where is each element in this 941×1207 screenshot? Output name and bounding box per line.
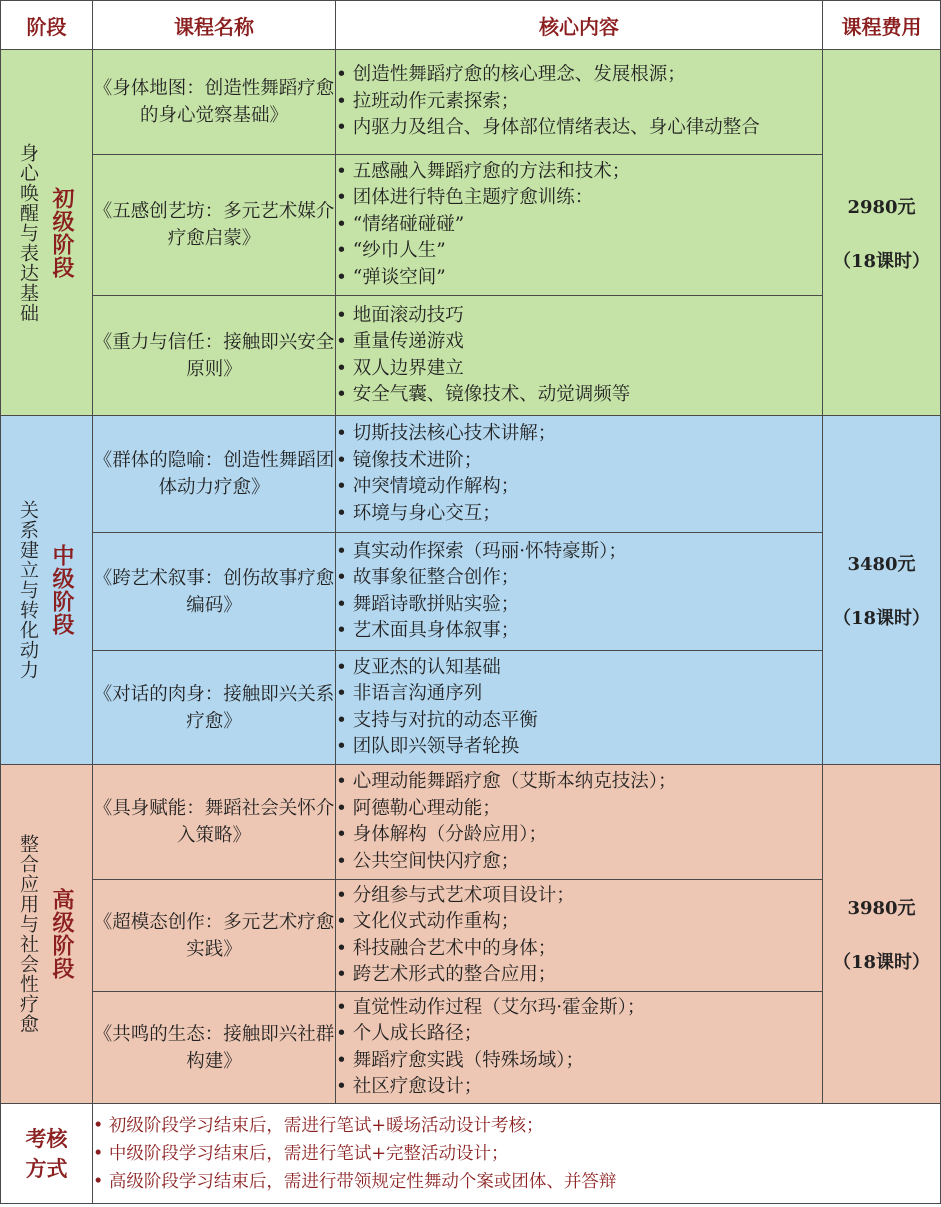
content-item: • 重量传递游戏 bbox=[336, 329, 822, 356]
content-item: • 直觉性动作过程（艾尔玛·霍金斯）； bbox=[336, 995, 822, 1022]
stage-3-row-2 bbox=[1, 880, 941, 992]
stage-1-theme: 身心唤醒与表达基础 bbox=[17, 142, 39, 323]
course-3-2-content bbox=[336, 880, 823, 992]
course-3-3-name: 《共鸣的生态：接触即兴社群构建》 bbox=[93, 992, 336, 1104]
content-item: • 冲突情境动作解构； bbox=[336, 474, 822, 501]
content-item: • “弹谈空间” bbox=[336, 265, 822, 292]
content-item: • 支持与对抗的动态平衡 bbox=[336, 708, 822, 735]
content-item: • 非语言沟通序列 bbox=[336, 681, 822, 708]
stage-2-row-1 bbox=[1, 416, 941, 533]
assessment-label-line-1: 考核 bbox=[25, 1125, 68, 1151]
stage-1-row-3 bbox=[1, 296, 941, 416]
stage-2-row-2 bbox=[1, 533, 941, 651]
content-item: • 个人成长路径； bbox=[336, 1021, 822, 1048]
stage-2-fee: 3480元 bbox=[847, 554, 916, 575]
content-item: • 故事象征整合创作； bbox=[336, 565, 822, 592]
stage-1-fee: 2980元 bbox=[847, 196, 916, 218]
stage-3-fee-cell bbox=[823, 765, 941, 1104]
stage-3-fee: 3980元 bbox=[847, 898, 916, 919]
stage-1-row-1 bbox=[1, 50, 941, 155]
content-item: • 创造性舞蹈疗愈的核心理念、发展根源； bbox=[336, 62, 822, 89]
content-item: • 公共空间快闪疗愈； bbox=[336, 849, 822, 876]
stage-1-hours: （18课时） bbox=[832, 250, 931, 272]
content-item: • “情绪碰碰碰” bbox=[336, 212, 822, 239]
stage-1-cell bbox=[1, 50, 93, 416]
content-item: • 镜像技术进阶； bbox=[336, 448, 822, 475]
stage-1-fee-cell bbox=[823, 50, 941, 416]
stage-1-level: 初级阶段 bbox=[49, 186, 75, 279]
course-2-1-content bbox=[336, 416, 823, 533]
stage-3-hours: （18课时） bbox=[832, 952, 931, 973]
content-item: • 心理动能舞蹈疗愈（艾斯本纳克技法）； bbox=[336, 769, 822, 796]
assessment-items bbox=[93, 1104, 941, 1204]
course-1-3-name: 《重力与信任：接触即兴安全原则》 bbox=[93, 296, 336, 416]
content-item: • 双人边界建立 bbox=[336, 356, 822, 383]
content-item: • 艺术面具身体叙事； bbox=[336, 618, 822, 645]
header-content: 核心内容 bbox=[336, 1, 823, 50]
content-item: • 五感融入舞蹈疗愈的方法和技术； bbox=[336, 159, 822, 186]
stage-2-hours: （18课时） bbox=[832, 608, 931, 629]
assessment-row bbox=[1, 1104, 941, 1204]
course-3-1-content bbox=[336, 765, 823, 880]
assessment-label bbox=[1, 1104, 93, 1204]
course-3-3-content bbox=[336, 992, 823, 1104]
course-2-3-name: 《对话的肉身：接触即兴关系疗愈》 bbox=[93, 651, 336, 765]
stage-3-theme: 整合应用与社会性疗愈 bbox=[17, 834, 39, 1034]
header-fee: 课程费用 bbox=[823, 1, 941, 50]
course-1-2-content bbox=[336, 155, 823, 296]
content-item: • 舞蹈疗愈实践（特殊场域）； bbox=[336, 1048, 822, 1075]
content-item: • 地面滚动技巧 bbox=[336, 303, 822, 330]
stage-3-row-3 bbox=[1, 992, 941, 1104]
content-item: • 文化仪式动作重构； bbox=[336, 909, 822, 936]
header-row bbox=[1, 1, 941, 50]
stage-3-level: 高级阶段 bbox=[49, 888, 75, 980]
stage-2-theme: 关系建立与转化动力 bbox=[17, 500, 39, 680]
stage-3-row-1 bbox=[1, 765, 941, 880]
header-course: 课程名称 bbox=[93, 1, 336, 50]
content-item: • 环境与身心交互； bbox=[336, 501, 822, 528]
content-item: • 拉班动作元素探索； bbox=[336, 89, 822, 116]
stage-2-fee-cell bbox=[823, 416, 941, 765]
stage-2-row-3 bbox=[1, 651, 941, 765]
content-item: • 安全气囊、镜像技术、动觉调频等 bbox=[336, 382, 822, 409]
content-item: • 舞蹈诗歌拼贴实验； bbox=[336, 592, 822, 619]
content-item: • 团队即兴领导者轮换 bbox=[336, 734, 822, 761]
content-item: • 阿德勒心理动能； bbox=[336, 796, 822, 823]
header-stage: 阶段 bbox=[1, 1, 93, 50]
content-item: • 跨艺术形式的整合应用； bbox=[336, 962, 822, 989]
course-2-1-name: 《群体的隐喻：创造性舞蹈团体动力疗愈》 bbox=[93, 416, 336, 533]
content-item: • 身体解构（分龄应用）； bbox=[336, 822, 822, 849]
course-3-2-name: 《超模态创作：多元艺术疗愈实践》 bbox=[93, 880, 336, 992]
assessment-item: • 初级阶段学习结束后，需进行笔试+暖场活动设计考核； bbox=[93, 1112, 940, 1140]
stage-1-row-2 bbox=[1, 155, 941, 296]
assessment-label-line-2: 方式 bbox=[25, 1155, 68, 1181]
stage-3-cell bbox=[1, 765, 93, 1104]
content-item: • 团体进行特色主题疗愈训练： bbox=[336, 185, 822, 212]
course-1-1-content bbox=[336, 50, 823, 155]
assessment-item: • 高级阶段学习结束后，需进行带领规定性舞动个案或团体、并答辩 bbox=[93, 1168, 940, 1196]
content-item: • 分组参与式艺术项目设计； bbox=[336, 883, 822, 910]
course-2-2-content bbox=[336, 533, 823, 651]
content-item: • 社区疗愈设计； bbox=[336, 1074, 822, 1101]
course-1-1-name: 《身体地图：创造性舞蹈疗愈的身心觉察基础》 bbox=[93, 50, 336, 155]
course-1-3-content bbox=[336, 296, 823, 416]
content-item: • 科技融合艺术中的身体； bbox=[336, 936, 822, 963]
content-item: • 切斯技法核心技术讲解； bbox=[336, 421, 822, 448]
course-3-1-name: 《具身赋能：舞蹈社会关怀介入策略》 bbox=[93, 765, 336, 880]
stage-2-level: 中级阶段 bbox=[49, 544, 75, 636]
course-2-2-name: 《跨艺术叙事：创伤故事疗愈编码》 bbox=[93, 533, 336, 651]
content-item: • “纱巾人生” bbox=[336, 238, 822, 265]
assessment-item: • 中级阶段学习结束后，需进行笔试+完整活动设计； bbox=[93, 1140, 940, 1168]
course-1-2-name: 《五感创艺坊：多元艺术媒介疗愈启蒙》 bbox=[93, 155, 336, 296]
content-item: • 皮亚杰的认知基础 bbox=[336, 655, 822, 682]
content-item: • 真实动作探索（玛丽·怀特豪斯）； bbox=[336, 539, 822, 566]
stage-2-cell bbox=[1, 416, 93, 765]
content-item: • 内驱力及组合、身体部位情绪表达、身心律动整合 bbox=[336, 115, 822, 142]
course-2-3-content bbox=[336, 651, 823, 765]
